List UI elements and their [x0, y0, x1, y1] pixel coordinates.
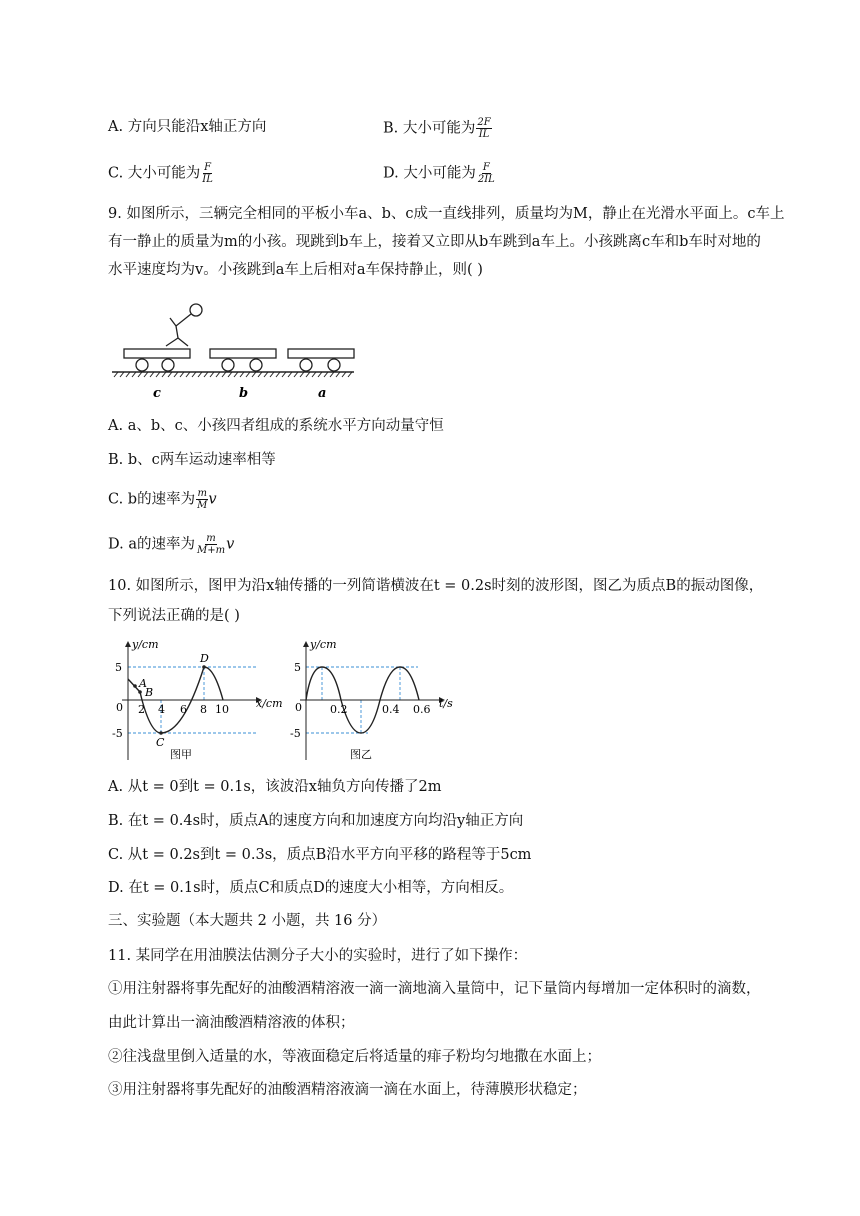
- point-d-label: D: [200, 652, 209, 665]
- cart-c-label: c: [153, 386, 161, 401]
- point-b-marker: [138, 690, 142, 694]
- q9-carts-figure: [108, 296, 368, 406]
- q9-option-a: A. a、b、c、小孩四者组成的系统水平方向动量守恒: [108, 418, 444, 434]
- q9-option-b: B. b、c两车运动速率相等: [108, 452, 276, 468]
- t-axis-label: t/s: [439, 697, 453, 710]
- x-tick-6: 6: [180, 703, 187, 716]
- x-tick-8: 8: [200, 703, 207, 716]
- y-tick-5: 5: [115, 661, 122, 674]
- denominator: M+m: [196, 545, 226, 556]
- fraction: [196, 488, 208, 511]
- denominator: 2IL: [477, 174, 495, 185]
- point-d-marker: [202, 665, 206, 669]
- point-c-label: C: [156, 736, 165, 749]
- q10-stem-line-2: 下列说法正确的是( ): [108, 608, 240, 624]
- q9-option-c: [108, 488, 217, 511]
- cart-b: [210, 349, 276, 371]
- option-text: D. 大小可能为: [383, 165, 476, 182]
- q8-option-a: A. 方向只能沿x轴正方向: [108, 119, 267, 135]
- q10-vibration-graph-yi: [288, 636, 468, 766]
- x-axis-label: x/cm: [256, 697, 283, 710]
- t-tick-0.2: 0.2: [330, 703, 348, 716]
- q9-stem-line-1: 9. 如图所示，三辆完全相同的平板小车a、b、c成一直线排列，质量均为M，静止在光滑水平面上。c车上: [108, 206, 785, 222]
- denominator: IL: [478, 129, 490, 140]
- x-tick-2: 2: [138, 703, 145, 716]
- denominator: M: [197, 500, 208, 511]
- x-tick-4: 4: [158, 703, 165, 716]
- q8-option-d: [383, 162, 496, 185]
- q11-step-1-line-1: ①用注射器将事先配好的油酸酒精溶液一滴一滴地滴入量筒中，记下量筒内每增加一定体积时的滴数，: [108, 981, 761, 997]
- child-figure: [166, 304, 202, 346]
- q10-option-a: A. 从t = 0到t = 0.1s，该波沿x轴负方向传播了2m: [108, 779, 442, 795]
- q10-stem-line-1: 10. 如图所示，图甲为沿x轴传播的一列简谐横波在t = 0.2s时刻的波形图，图乙为质点B的振动图像，: [108, 578, 764, 594]
- figure-caption: 图甲: [170, 748, 192, 761]
- y-tick-neg5: -5: [112, 727, 123, 740]
- q8-option-b: [383, 117, 492, 140]
- option-suffix: v: [208, 491, 217, 508]
- point-a-marker: [133, 684, 137, 688]
- q11-step-3: ③用注射器将事先配好的油酸酒精溶液滴一滴在水面上，待薄膜形状稳定；: [108, 1082, 587, 1098]
- y-axis-label: y/cm: [132, 638, 159, 651]
- q10-option-b: B. 在t = 0.4s时，质点A的速度方向和加速度方向均沿y轴正方向: [108, 813, 524, 829]
- numerator: m: [206, 533, 216, 544]
- origin-label: 0: [116, 701, 123, 714]
- t-tick-0.6: 0.6: [413, 703, 431, 716]
- numerator: F: [204, 162, 212, 173]
- origin-label: 0: [295, 701, 302, 714]
- option-suffix: v: [226, 536, 235, 553]
- fraction: [201, 162, 214, 185]
- q8-option-c: [108, 162, 214, 185]
- point-a-label: A: [139, 677, 147, 690]
- numerator: F: [482, 162, 490, 173]
- q10-wave-graph-jia: [108, 636, 288, 766]
- y-tick-neg5: -5: [290, 727, 301, 740]
- option-text: C. b的速率为: [108, 491, 196, 508]
- fraction: [196, 533, 226, 556]
- point-b-label: B: [145, 686, 154, 699]
- q9-option-d: [108, 533, 234, 556]
- fraction: [476, 117, 491, 140]
- cart-b-label: b: [239, 386, 249, 401]
- denominator: IL: [202, 174, 213, 185]
- ground-line: [112, 372, 354, 377]
- y-axis-label: y/cm: [310, 638, 337, 651]
- option-text: D. a的速率为: [108, 536, 195, 553]
- cart-c: [124, 349, 190, 371]
- q9-stem-line-3: 水平速度均为v。小孩跳到a车上后相对a车保持静止，则( ): [108, 262, 483, 278]
- cart-a-label: a: [318, 386, 327, 401]
- x-tick-10: 10: [215, 703, 229, 716]
- q10-option-c: C. 从t = 0.2s到t = 0.3s，质点B沿水平方向平移的路程等于5cm: [108, 847, 532, 863]
- y-tick-5: 5: [294, 661, 301, 674]
- fraction: [477, 162, 496, 185]
- cart-a: [288, 349, 354, 371]
- q10-option-d: D. 在t = 0.1s时，质点C和质点D的速度大小相等，方向相反。: [108, 880, 514, 896]
- figure-caption: 图乙: [350, 748, 372, 761]
- point-c-marker: [159, 731, 163, 735]
- t-tick-0.4: 0.4: [382, 703, 400, 716]
- q11-step-2: ②往浅盘里倒入适量的水，等液面稳定后将适量的痱子粉均匀地撒在水面上；: [108, 1049, 601, 1065]
- section-heading: 三、实验题（本大题共 2 小题，共 16 分）: [108, 913, 387, 929]
- numerator: 2F: [477, 117, 491, 128]
- q11-stem: 11. 某同学在用油膜法估测分子大小的实验时，进行了如下操作：: [108, 948, 528, 964]
- q9-stem-line-2: 有一静止的质量为m的小孩。现跳到b车上，接着又立即从b车跳到a车上。小孩跳离c车和b车时对地的: [108, 234, 761, 250]
- option-text: B. 大小可能为: [383, 120, 476, 137]
- option-text: C. 大小可能为: [108, 165, 201, 182]
- q11-step-1-line-2: 由此计算出一滴油酸酒精溶液的体积；: [108, 1015, 355, 1031]
- numerator: m: [197, 488, 207, 499]
